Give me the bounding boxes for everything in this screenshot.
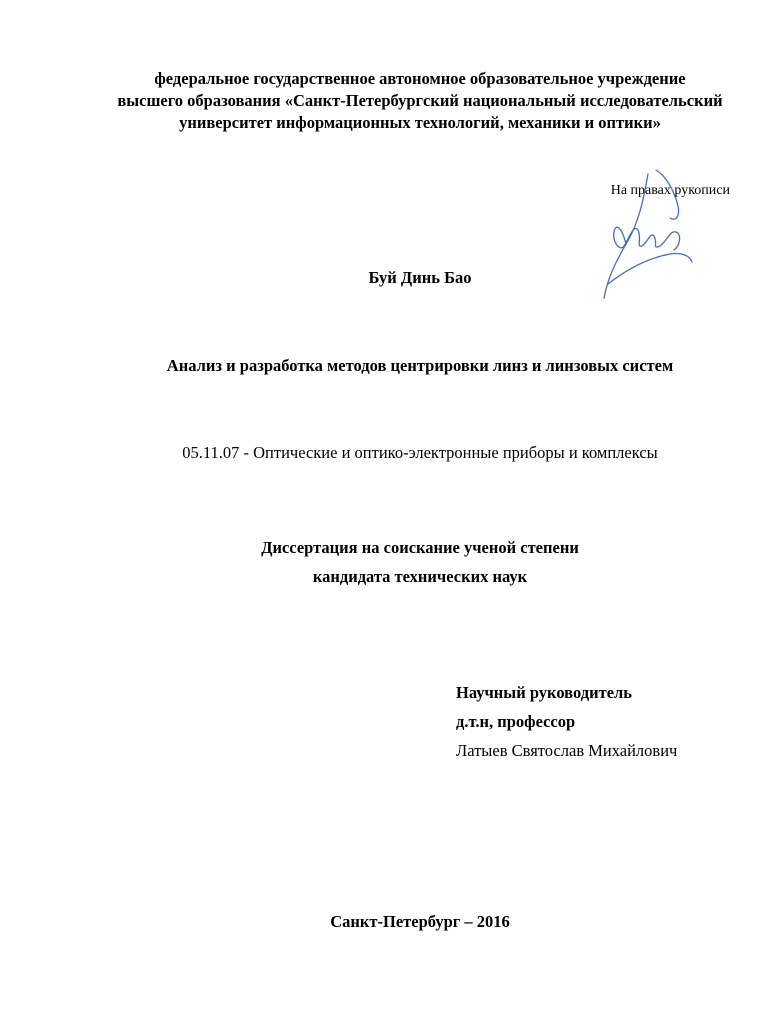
supervisor-role: Научный руководитель — [456, 683, 632, 702]
specialty-code: 05.11.07 - Оптические и оптико-электронные приборы и комплексы — [182, 443, 658, 462]
rights-note: На правах рукописи — [610, 183, 730, 198]
institution-line-3: университет информационных технологий, механики и оптики» — [179, 113, 661, 132]
signature-stroke-loop — [614, 227, 680, 250]
degree-line-1: Диссертация на соискание ученой степени — [261, 538, 579, 557]
supervisor-block — [456, 678, 677, 765]
author-name: Буй Динь Бао — [368, 268, 472, 287]
signature-stroke-top — [656, 170, 679, 219]
institution-line-2: высшего образования «Санкт-Петербургский национальный исследовательский — [117, 91, 723, 110]
dissertation-title: Анализ и разработка методов центрировки линз и линзовых систем — [166, 356, 674, 375]
degree-line-2: кандидата технических наук — [312, 567, 528, 586]
city-year: Санкт-Петербург – 2016 — [330, 912, 510, 931]
degree-block — [0, 533, 768, 591]
supervisor-credentials: д.т.н, профессор — [456, 712, 576, 731]
institution-header — [60, 68, 768, 134]
institution-line-1: федеральное государственное автономное образовательное учреждение — [154, 69, 686, 88]
supervisor-name: Латыев Святослав Михайлович — [456, 741, 678, 760]
